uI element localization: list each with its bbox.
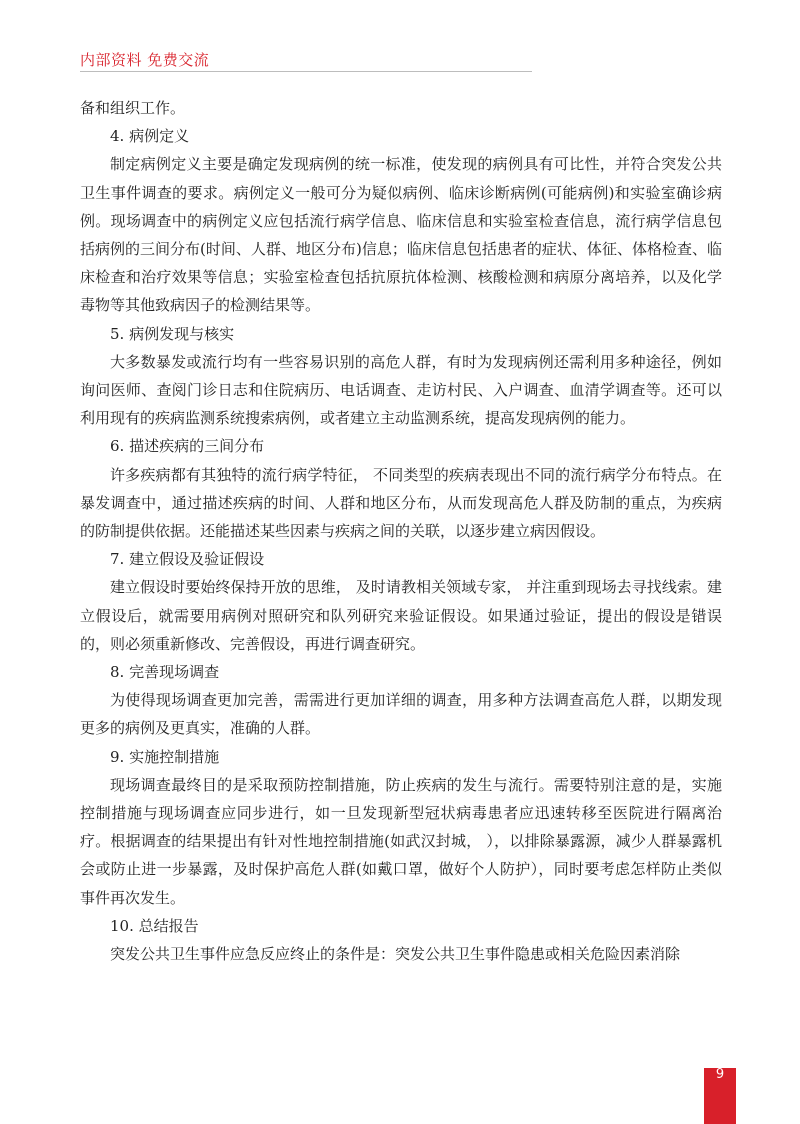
header-divider [80,71,532,72]
page-number: 9 [715,1068,725,1082]
body-paragraph: 制定病例定义主要是确定发现病例的统一标准，使发现的病例具有可比性，并符合突发公共卫生事件调查的要求。病例定义一般可分为疑似病例、临床诊断病例(可能病例)和实验室确诊病例。现场调查中的病例定义应包括流行病学信息、临床信息和实验室检查信息，流行病学信息包括病例的三间分布(时间、人群、地区分布)信息；临床信息包括患者的症状、体征、体格检查、临床检查和治疗效果等信息；实验室检查包括抗原抗体检测、核酸检测和病原分离培养，以及化学毒物等其他致病因子的检测结果等。 [80,155,722,315]
body-paragraph: 备和组织工作。 [80,99,186,117]
document-header: 内部资料 免费交流 [80,51,210,69]
section-heading: 5. 病例发现与核实 [110,324,235,343]
body-paragraph: 突发公共卫生事件应急反应终止的条件是：突发公共卫生事件隐患或相关危险因素消除 [110,945,681,964]
section-heading: 8. 完善现场调查 [110,663,220,682]
section-heading: 6. 描述疾病的三间分布 [110,437,265,456]
section-heading: 9. 实施控制措施 [110,747,220,766]
section-heading: 4. 病例定义 [110,127,190,146]
page-number-badge [704,1068,736,1124]
body-paragraph: 建立假设时要始终保持开放的思维， 及时请教相关领域专家， 并注重到现场去寻找线索。建立假设后，就需要用病例对照研究和队列研究来验证假设。如果通过验证，提出的假设是错误的，则必须重新修改、完善假设，再进行调查研究。 [80,578,722,653]
section-heading: 7. 建立假设及验证假设 [110,550,265,569]
body-paragraph: 许多疾病都有其独特的流行病学特征， 不同类型的疾病表现出不同的流行病学分布特点。在暴发调查中，通过描述疾病的时间、人群和地区分布，从而发现高危人群及防制的重点，为疾病的防制提供依据。还能描述某些因素与疾病之间的关联，以逐步建立病因假设。 [80,465,722,541]
body-paragraph: 现场调查最终目的是采取预防控制措施，防止疾病的发生与流行。需要特别注意的是，实施控制措施与现场调查应同步进行，如一旦发现新型冠状病毒患者应迅速转移至医院进行隔离治疗。根据调查的结果提出有针对性地控制措施(如武汉封城， ），以排除暴露源，减少人群暴露机会或防止进一步暴露，及时保护高危人群(如戴口罩，做好个人防护），同时要考虑怎样防止类似事件再次发生。 [80,775,722,907]
document-body [80,94,722,968]
body-paragraph: 大多数暴发或流行均有一些容易识别的高危人群，有时为发现病例还需利用多种途径，例如询问医师、查阅门诊日志和住院病历、电话调查、走访村民、入户调查、血清学调查等。还可以利用现有的疾病监测系统搜索病例，或者建立主动监测系统，提高发现病例的能力。 [80,352,722,428]
section-heading: 10. 总结报告 [110,916,199,935]
body-paragraph: 为使得现场调查更加完善，需需进行更加详细的调查，用多种方法调查高危人群，以期发现更多的病例及更真实，准确的人群。 [80,691,722,738]
